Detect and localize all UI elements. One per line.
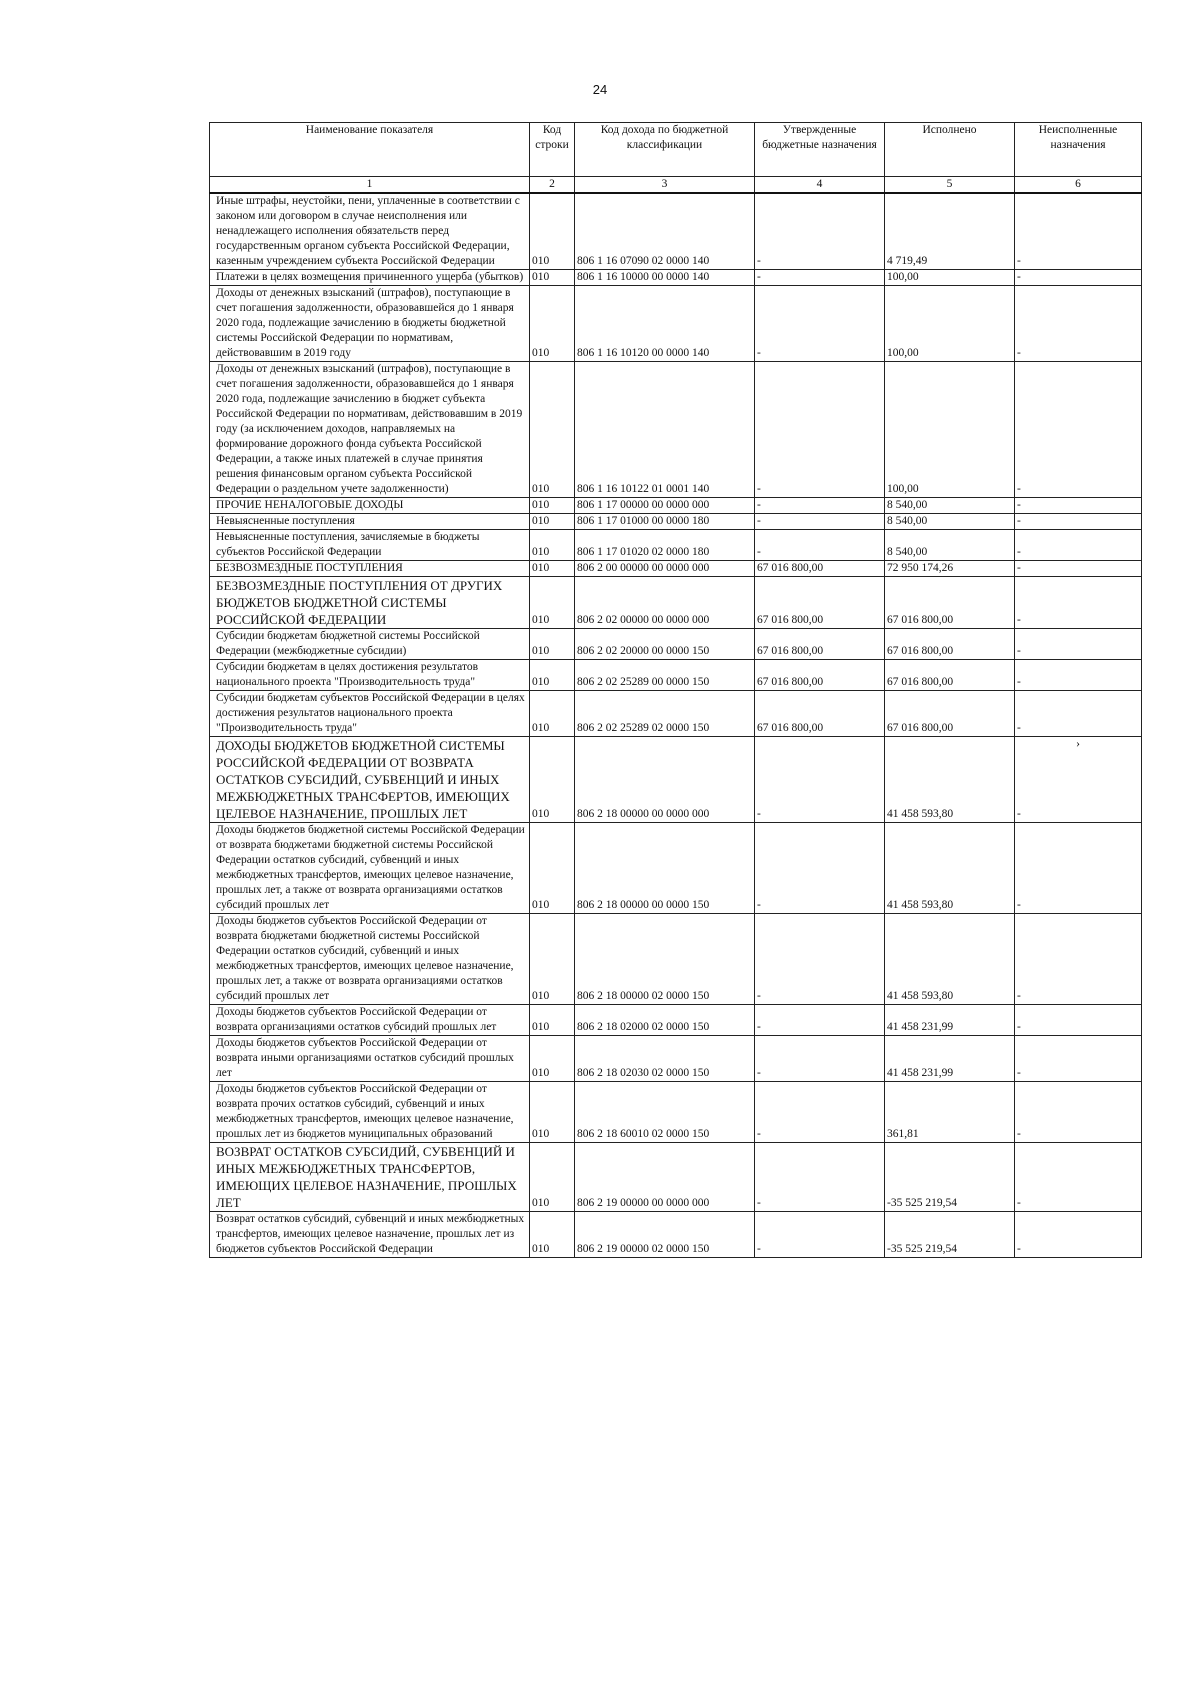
row-approved: 67 016 800,00 bbox=[755, 691, 885, 737]
row-unexecuted: - bbox=[1015, 629, 1142, 660]
row-approved: - bbox=[755, 514, 885, 530]
row-kbk: 806 2 19 00000 00 0000 000 bbox=[575, 1143, 755, 1212]
table-row bbox=[210, 193, 1142, 270]
header-name: Наименование показателя bbox=[210, 123, 530, 177]
header-kbk: Код дохода по бюджетной классификации bbox=[575, 123, 755, 177]
table-row bbox=[210, 629, 1142, 660]
row-kbk: 806 1 16 07090 02 0000 140 bbox=[575, 193, 755, 270]
row-unexecuted: - bbox=[1015, 1036, 1142, 1082]
row-name: Доходы от денежных взысканий (штрафов), поступающие в счет погашения задолженности, образовавшейся до 1 января 2020 года, подлежащие зачислению в бюджет субъекта Российской Федерации по нормативам, действовавшим в 2019 году (за исключением доходов, направляемых на формирование дорожного фонда субъекта Российской Федерации, а также иных платежей в случае принятия решения финансовым органом субъекта Российской Федерации о раздельном учете задолженности) bbox=[210, 362, 530, 498]
row-name: БЕЗВОЗМЕЗДНЫЕ ПОСТУПЛЕНИЯ bbox=[210, 561, 530, 577]
row-executed: 67 016 800,00 bbox=[885, 629, 1015, 660]
row-name: ВОЗВРАТ ОСТАТКОВ СУБСИДИЙ, СУБВЕНЦИЙ И ИНЫХ МЕЖБЮДЖЕТНЫХ ТРАНСФЕРТОВ, ИМЕЮЩИХ ЦЕЛЕВОЕ НАЗНАЧЕНИЕ, ПРОШЛЫХ ЛЕТ bbox=[210, 1143, 530, 1212]
row-executed: 100,00 bbox=[885, 270, 1015, 286]
row-approved: - bbox=[755, 1143, 885, 1212]
row-executed: 41 458 593,80 bbox=[885, 823, 1015, 914]
row-kbk: 806 1 17 01000 00 0000 180 bbox=[575, 514, 755, 530]
row-approved: - bbox=[755, 362, 885, 498]
row-code: 010 bbox=[530, 629, 575, 660]
row-kbk: 806 2 18 00000 02 0000 150 bbox=[575, 914, 755, 1005]
header-approved: Утвержденные бюджетные назначения bbox=[755, 123, 885, 177]
table-row bbox=[210, 914, 1142, 1005]
page-number: 24 bbox=[592, 82, 608, 97]
row-approved: - bbox=[755, 530, 885, 561]
row-approved: - bbox=[755, 498, 885, 514]
row-executed: 8 540,00 bbox=[885, 498, 1015, 514]
row-name: Доходы бюджетов субъектов Российской Федерации от возврата организациями остатков субсидий прошлых лет bbox=[210, 1005, 530, 1036]
row-approved: - bbox=[755, 1036, 885, 1082]
row-executed: 8 540,00 bbox=[885, 530, 1015, 561]
row-executed: 361,81 bbox=[885, 1082, 1015, 1143]
row-unexecuted: - bbox=[1015, 823, 1142, 914]
row-name: Возврат остатков субсидий, субвенций и иных межбюджетных трансфертов, имеющих целевое назначение, прошлых лет из бюджетов субъектов Российской Федерации bbox=[210, 1212, 530, 1258]
row-unexecuted: - bbox=[1015, 691, 1142, 737]
margin-mark: › bbox=[1076, 736, 1080, 750]
row-name: Доходы бюджетов субъектов Российской Федерации от возврата прочих остатков субсидий, субвенций и иных межбюджетных трансфертов, имеющих целевое назначение, прошлых лет из бюджетов муниципальных образований bbox=[210, 1082, 530, 1143]
header-code: Код строки bbox=[530, 123, 575, 177]
income-report-table bbox=[209, 122, 1142, 1258]
row-kbk: 806 1 17 00000 00 0000 000 bbox=[575, 498, 755, 514]
row-executed: 100,00 bbox=[885, 362, 1015, 498]
row-unexecuted: - bbox=[1015, 1082, 1142, 1143]
header-unexecuted: Неисполненные назначения bbox=[1015, 123, 1142, 177]
row-kbk: 806 2 18 00000 00 0000 000 bbox=[575, 737, 755, 823]
row-code: 010 bbox=[530, 362, 575, 498]
row-kbk: 806 2 02 25289 02 0000 150 bbox=[575, 691, 755, 737]
table-row bbox=[210, 1143, 1142, 1212]
row-unexecuted: - bbox=[1015, 660, 1142, 691]
row-kbk: 806 2 19 00000 02 0000 150 bbox=[575, 1212, 755, 1258]
table-row bbox=[210, 530, 1142, 561]
row-executed: -35 525 219,54 bbox=[885, 1212, 1015, 1258]
row-code: 010 bbox=[530, 1212, 575, 1258]
row-executed: 67 016 800,00 bbox=[885, 691, 1015, 737]
row-executed: 100,00 bbox=[885, 286, 1015, 362]
table-row bbox=[210, 1082, 1142, 1143]
table-row bbox=[210, 577, 1142, 629]
row-unexecuted: - bbox=[1015, 577, 1142, 629]
row-approved: - bbox=[755, 1082, 885, 1143]
row-approved: - bbox=[755, 737, 885, 823]
row-name: Доходы бюджетов субъектов Российской Федерации от возврата иными организациями остатков субсидий прошлых лет bbox=[210, 1036, 530, 1082]
row-kbk: 806 1 17 01020 02 0000 180 bbox=[575, 530, 755, 561]
header-row bbox=[210, 123, 1142, 177]
row-kbk: 806 1 16 10120 00 0000 140 bbox=[575, 286, 755, 362]
table-row bbox=[210, 691, 1142, 737]
table-row bbox=[210, 514, 1142, 530]
row-code: 010 bbox=[530, 660, 575, 691]
row-unexecuted: - bbox=[1015, 914, 1142, 1005]
table-row bbox=[210, 1036, 1142, 1082]
row-unexecuted: - bbox=[1015, 498, 1142, 514]
row-code: 010 bbox=[530, 577, 575, 629]
row-approved: - bbox=[755, 193, 885, 270]
row-name: БЕЗВОЗМЕЗДНЫЕ ПОСТУПЛЕНИЯ ОТ ДРУГИХ БЮДЖЕТОВ БЮДЖЕТНОЙ СИСТЕМЫ РОССИЙСКОЙ ФЕДЕРАЦИИ bbox=[210, 577, 530, 629]
row-name: Иные штрафы, неустойки, пени, уплаченные в соответствии с законом или договором в случае неисполнения или ненадлежащего исполнения обязательств перед государственным органом субъекта Российской Федерации, казенным учреждением субъекта Российской Федерации bbox=[210, 193, 530, 270]
table-row bbox=[210, 737, 1142, 823]
table-row bbox=[210, 823, 1142, 914]
row-executed: 41 458 593,80 bbox=[885, 914, 1015, 1005]
row-kbk: 806 2 18 60010 02 0000 150 bbox=[575, 1082, 755, 1143]
row-name: ПРОЧИЕ НЕНАЛОГОВЫЕ ДОХОДЫ bbox=[210, 498, 530, 514]
row-unexecuted: - bbox=[1015, 737, 1142, 823]
row-executed: 72 950 174,26 bbox=[885, 561, 1015, 577]
column-number: 6 bbox=[1015, 177, 1142, 194]
row-name: Невыясненные поступления bbox=[210, 514, 530, 530]
row-kbk: 806 1 16 10122 01 0001 140 bbox=[575, 362, 755, 498]
row-approved: 67 016 800,00 bbox=[755, 577, 885, 629]
row-kbk: 806 2 18 00000 00 0000 150 bbox=[575, 823, 755, 914]
row-kbk: 806 2 02 20000 00 0000 150 bbox=[575, 629, 755, 660]
table-row bbox=[210, 498, 1142, 514]
row-code: 010 bbox=[530, 498, 575, 514]
column-number: 3 bbox=[575, 177, 755, 194]
column-number: 5 bbox=[885, 177, 1015, 194]
row-code: 010 bbox=[530, 1036, 575, 1082]
row-unexecuted: - bbox=[1015, 286, 1142, 362]
row-unexecuted: - bbox=[1015, 270, 1142, 286]
row-name: Субсидии бюджетам бюджетной системы Российской Федерации (межбюджетные субсидии) bbox=[210, 629, 530, 660]
row-code: 010 bbox=[530, 514, 575, 530]
row-executed: 67 016 800,00 bbox=[885, 577, 1015, 629]
table-row bbox=[210, 1212, 1142, 1258]
row-executed: 41 458 231,99 bbox=[885, 1005, 1015, 1036]
row-approved: 67 016 800,00 bbox=[755, 660, 885, 691]
table-body bbox=[210, 193, 1142, 1258]
row-executed: 67 016 800,00 bbox=[885, 660, 1015, 691]
header-executed: Исполнено bbox=[885, 123, 1015, 177]
row-unexecuted: - bbox=[1015, 561, 1142, 577]
row-name: Доходы от денежных взысканий (штрафов), поступающие в счет погашения задолженности, образовавшейся до 1 января 2020 года, подлежащие зачислению в бюджеты бюджетной системы Российской Федерации по нормативам, действовавшим в 2019 году bbox=[210, 286, 530, 362]
row-name: Доходы бюджетов бюджетной системы Российской Федерации от возврата бюджетами бюджетной системы Российской Федерации остатков субсидий, субвенций и иных межбюджетных трансфертов, имеющих целевое назначение, прошлых лет, а также от возврата организациями остатков субсидий прошлых лет bbox=[210, 823, 530, 914]
row-kbk: 806 2 00 00000 00 0000 000 bbox=[575, 561, 755, 577]
row-executed: 41 458 593,80 bbox=[885, 737, 1015, 823]
row-code: 010 bbox=[530, 737, 575, 823]
column-number: 2 bbox=[530, 177, 575, 194]
row-executed: -35 525 219,54 bbox=[885, 1143, 1015, 1212]
row-kbk: 806 2 18 02000 02 0000 150 bbox=[575, 1005, 755, 1036]
row-executed: 41 458 231,99 bbox=[885, 1036, 1015, 1082]
row-unexecuted: - bbox=[1015, 362, 1142, 498]
row-code: 010 bbox=[530, 1082, 575, 1143]
row-code: 010 bbox=[530, 270, 575, 286]
row-unexecuted: - bbox=[1015, 514, 1142, 530]
row-code: 010 bbox=[530, 561, 575, 577]
row-approved: - bbox=[755, 1212, 885, 1258]
row-code: 010 bbox=[530, 286, 575, 362]
row-code: 010 bbox=[530, 193, 575, 270]
row-unexecuted: - bbox=[1015, 193, 1142, 270]
row-executed: 8 540,00 bbox=[885, 514, 1015, 530]
row-code: 010 bbox=[530, 1005, 575, 1036]
row-kbk: 806 2 18 02030 02 0000 150 bbox=[575, 1036, 755, 1082]
row-approved: 67 016 800,00 bbox=[755, 561, 885, 577]
row-name: Субсидии бюджетам субъектов Российской Федерации в целях достижения результатов национального проекта "Производительность труда" bbox=[210, 691, 530, 737]
row-code: 010 bbox=[530, 914, 575, 1005]
row-unexecuted: - bbox=[1015, 1005, 1142, 1036]
table-row bbox=[210, 362, 1142, 498]
row-code: 010 bbox=[530, 1143, 575, 1212]
row-approved: 67 016 800,00 bbox=[755, 629, 885, 660]
row-name: Невыясненные поступления, зачисляемые в бюджеты субъектов Российской Федерации bbox=[210, 530, 530, 561]
row-approved: - bbox=[755, 823, 885, 914]
row-unexecuted: - bbox=[1015, 1143, 1142, 1212]
row-kbk: 806 2 02 00000 00 0000 000 bbox=[575, 577, 755, 629]
row-code: 010 bbox=[530, 691, 575, 737]
table-row bbox=[210, 660, 1142, 691]
table-row bbox=[210, 561, 1142, 577]
row-approved: - bbox=[755, 270, 885, 286]
row-code: 010 bbox=[530, 530, 575, 561]
row-approved: - bbox=[755, 1005, 885, 1036]
row-unexecuted: - bbox=[1015, 1212, 1142, 1258]
column-number: 4 bbox=[755, 177, 885, 194]
row-approved: - bbox=[755, 914, 885, 1005]
row-name: ДОХОДЫ БЮДЖЕТОВ БЮДЖЕТНОЙ СИСТЕМЫ РОССИЙСКОЙ ФЕДЕРАЦИИ ОТ ВОЗВРАТА ОСТАТКОВ СУБСИДИЙ, СУБВЕНЦИЙ И ИНЫХ МЕЖБЮДЖЕТНЫХ ТРАНСФЕРТОВ, ИМЕЮЩИХ ЦЕЛЕВОЕ НАЗНАЧЕНИЕ, ПРОШЛЫХ ЛЕТ bbox=[210, 737, 530, 823]
table-row bbox=[210, 1005, 1142, 1036]
row-name: Субсидии бюджетам в целях достижения результатов национального проекта "Производительность труда" bbox=[210, 660, 530, 691]
column-number-row bbox=[210, 177, 1142, 194]
column-number: 1 bbox=[210, 177, 530, 194]
row-kbk: 806 1 16 10000 00 0000 140 bbox=[575, 270, 755, 286]
table-row bbox=[210, 270, 1142, 286]
row-name: Доходы бюджетов субъектов Российской Федерации от возврата бюджетами бюджетной системы Российской Федерации остатков субсидий, субвенций и иных межбюджетных трансфертов, имеющих целевое назначение, прошлых лет, а также от возврата организациями остатков субсидий прошлых лет bbox=[210, 914, 530, 1005]
row-approved: - bbox=[755, 286, 885, 362]
row-executed: 4 719,49 bbox=[885, 193, 1015, 270]
row-kbk: 806 2 02 25289 00 0000 150 bbox=[575, 660, 755, 691]
row-code: 010 bbox=[530, 823, 575, 914]
row-name: Платежи в целях возмещения причиненного ущерба (убытков) bbox=[210, 270, 530, 286]
row-unexecuted: - bbox=[1015, 530, 1142, 561]
table-row bbox=[210, 286, 1142, 362]
